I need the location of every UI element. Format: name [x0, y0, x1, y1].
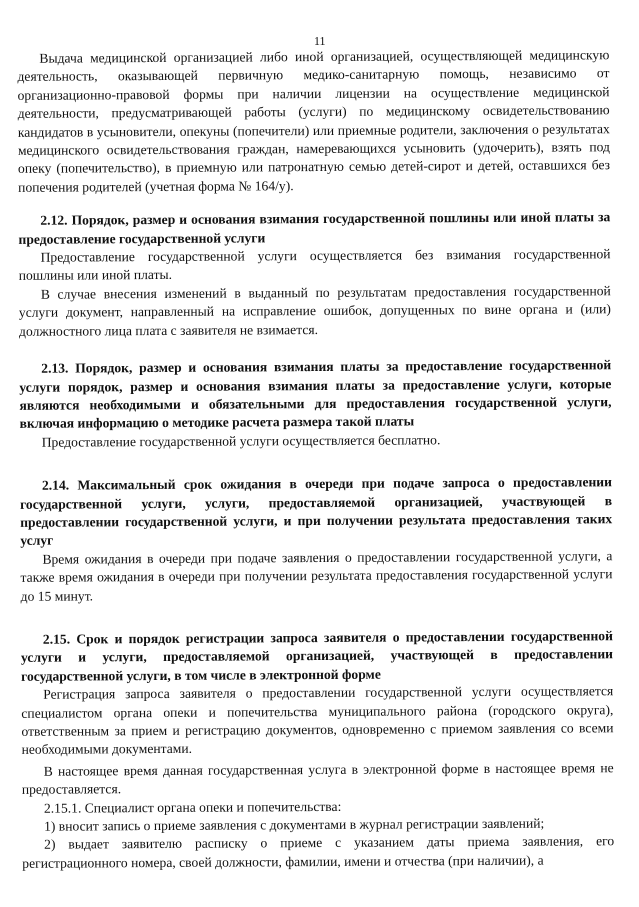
section-2-13-paragraph: Предоставление государственной услуги осуществляется бесплатно.: [41, 431, 441, 450]
section-2-14-paragraph: Время ожидания в очереди при подаче заявления о предоставлении государственной услуги, а также время ожидания в очереди при получении результата предоставления государственной услуги до 15 минут.: [20, 547, 613, 604]
subsection-2-15-1: 2.15.1. Специалист органа опеки и попечительства:: [43, 798, 342, 816]
document-body: [17, 46, 614, 873]
section-2-15-paragraph: В настоящее время данная государственная услуга в электронной форме в настоящее время не предоставляется.: [21, 760, 614, 798]
section-2-12-paragraph: Предоставление государственной услуги осуществляется без взимания государственной пошлины или иной платы.: [18, 246, 611, 284]
section-2-14-heading: 2.14. Максимальный срок ожидания в очереди при подаче запроса о предоставлении государственной услуги, услуги, предоставляемой организацией, участвующей в предоставлении государственной услуги, и при получении результата предоставления таких услуг: [20, 474, 613, 549]
intro-paragraph: Выдача медицинской организацией либо иной организацией, осуществляющей медицинскую деятельность, оказывающей первичную медико-санитарную помощь, независимо от организационно-правовой формы при наличии лицензии на осуществление медицинской деятельности, предусматривающей работы (услуги) по медицинскому освидетельствованию кандидатов в усыновители, опекуны (попечители) или приемные родители, заключения о результатах медицинского освидетельствования граждан, намеревающихся усыновить (удочерить), взять под опеку (попечительство), в приемную или патронатную семью детей-сирот и детей, оставшихся без попечения родителей (учетная форма № 164/у).: [17, 47, 611, 195]
section-2-15-heading: 2.15. Срок и порядок регистрации запроса заявителя о предоставлении государственной услуги и услуги, предоставляемой организацией, участвующей в предоставлении государственной услуги, в том числе в электронной форме: [20, 628, 614, 684]
list-item: 1) вносит запись о приеме заявления с документами в журнал регистрации заявлений;: [43, 815, 545, 834]
section-2-12-paragraph: В случае внесения изменений в выданный по результатам предоставления государственной услуги документ, направленный на исправление ошибок, допущенных по вине органа и (или) должностного лица плата с заявителя не взимается.: [18, 283, 611, 339]
page-number: 11: [313, 33, 326, 49]
section-2-15-paragraph: Регистрация запроса заявителя о предоставлении государственной услуги осуществляется специалистом органа опеки и попечительства муниципального района (городского округа), ответственным за прием и регистрацию документов, одновременно с приемом заявления со всеми необходимыми документами.: [21, 683, 614, 758]
list-item: 2) выдает заявителю расписку о приеме с указанием даты приема заявления, его регистрационного номера, своей должности, фамилии, имени и отчества (при наличии), а: [22, 833, 615, 871]
section-2-13-heading: 2.13. Порядок, размер и основания взимания платы за предоставление государственной услуги порядок, размер и основания взимания платы за предоставление услуги, которые являются необходимыми и обязательными для предоставления государственной услуги, включая информацию о методике расчета размера такой платы: [19, 357, 612, 432]
section-2-12-heading: 2.12. Порядок, размер и основания взимания государственной пошлины или иной платы за предоставление государственной услуги: [18, 209, 611, 247]
